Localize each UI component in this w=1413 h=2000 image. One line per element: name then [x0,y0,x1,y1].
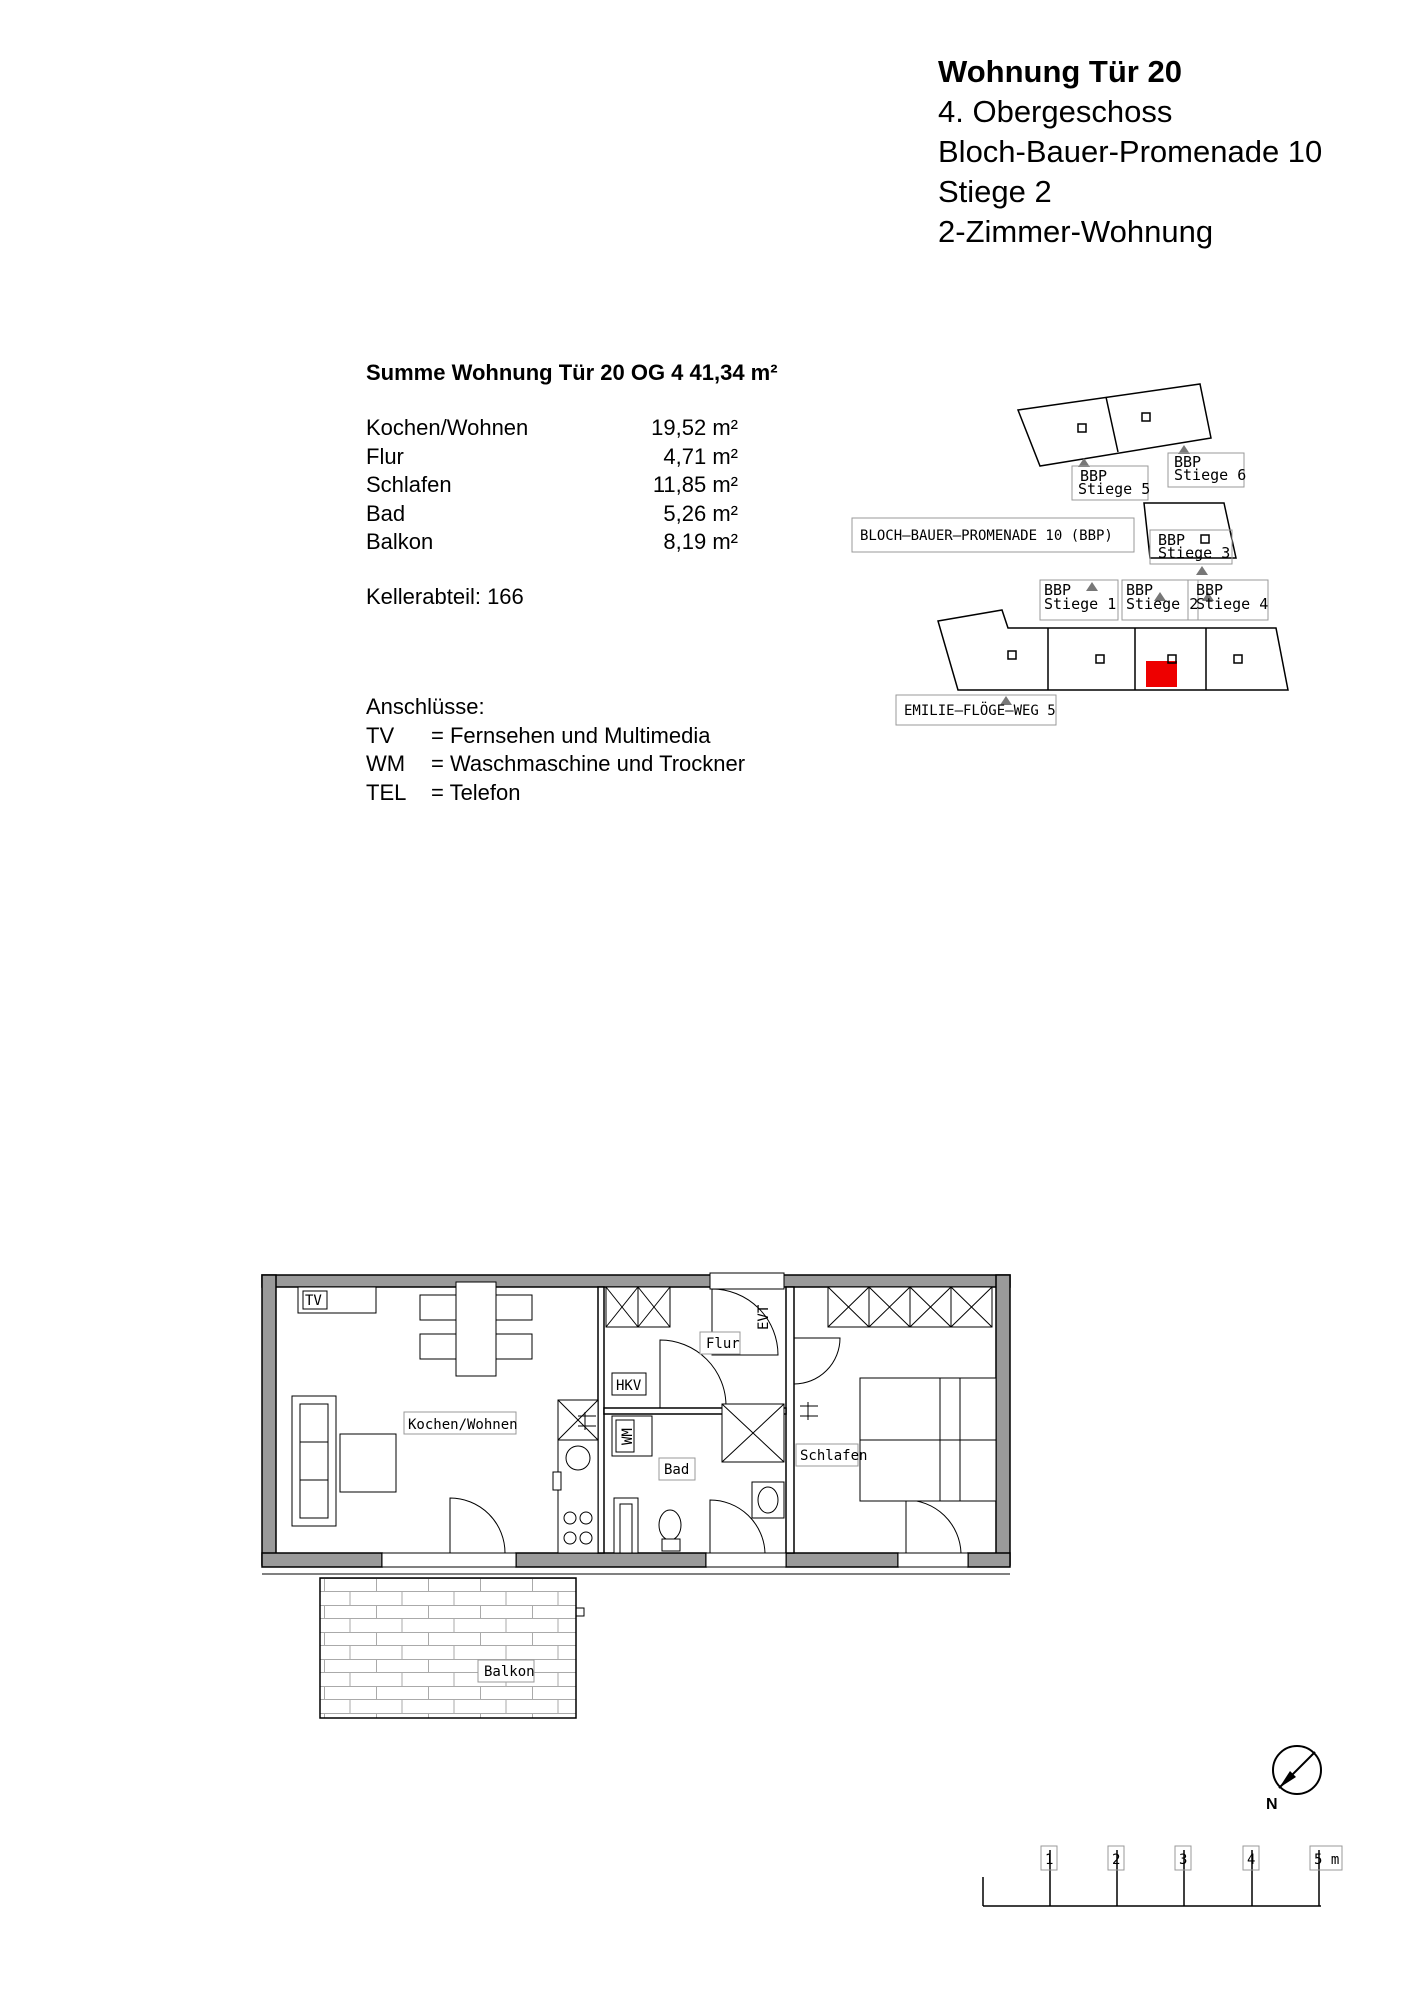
legend-key: WM [366,751,406,776]
site-prefix: BBP [1080,467,1108,485]
legend-desc: = Fernsehen und Multimedia [431,722,711,748]
area-summary-title: Summe Wohnung Tür 20 OG 4 41,34 m² [366,360,778,385]
scale-mark: 4 [1247,1852,1256,1868]
room-bad: Bad [664,1462,690,1478]
room-area: 8,19 m² [663,529,738,554]
building-lower [938,610,1288,690]
site-prefix: BBP [1196,581,1224,599]
stair-marker [1008,651,1016,659]
balcony [320,1578,576,1718]
staircase-label: Stiege 2 [938,174,1052,209]
legend-key: TV [366,722,395,748]
north-arrow [1266,1746,1321,1813]
stair-marker [1234,655,1242,663]
wm-label: WM [620,1428,636,1445]
address-label: Bloch-Bauer-Promenade 10 [938,134,1323,169]
room-flur: Flur [706,1336,740,1352]
wall-south [262,1553,382,1567]
site-stair-5: Stiege 5 [1078,480,1151,498]
tv-label: TV [305,1293,322,1309]
room-kochen: Kochen/Wohnen [408,1417,518,1433]
wall-west [262,1275,276,1565]
cellar-label: Kellerabteil: 166 [366,584,524,609]
site-stair-1: Stiege 1 [1044,595,1117,613]
room-name: Bad [366,500,406,526]
room-area: 4,71 m² [663,443,738,469]
stair-marker [1096,655,1104,663]
room-name: Kochen/Wohnen [366,415,529,440]
stair-marker [1078,424,1086,432]
site-prefix: BBP [1126,581,1154,599]
scale-mark: 2 [1112,1852,1121,1868]
site-stair-6: Stiege 6 [1174,466,1247,484]
site-stair-3: Stiege 3 [1158,544,1231,562]
site-stair-4: Stiege 4 [1196,595,1269,613]
room-area: 11,85 m² [652,472,738,497]
floor-plan [262,1273,1010,1718]
street-bbp: BLOCH–BAUER–PROMENADE 10 (BBP) [860,528,1113,544]
legend-key: TEL [366,779,407,805]
room-schlafen: Schlafen [800,1448,868,1464]
connections-title: Anschlüsse: [366,694,485,719]
site-prefix: BBP [1158,531,1186,549]
evt-label: EVT [756,1304,772,1330]
room-name: Schlafen [366,472,452,497]
room-name: Balkon [366,529,434,554]
legend-desc: = Telefon [431,779,521,805]
room-area: 5,26 m² [663,500,738,526]
floor-label: 4. Obergeschoss [938,94,1173,129]
north-label: N [1266,1796,1278,1813]
legend-desc: = Waschmaschine und Trockner [431,751,746,776]
room-area: 19,52 m² [651,415,738,440]
scale-mark: 1 [1045,1852,1054,1868]
site-plan-labels [860,453,1268,719]
hkv-label: HKV [616,1378,642,1394]
apartment-highlight [1146,661,1177,687]
room-balkon: Balkon [484,1664,535,1680]
stair-marker [1201,535,1209,543]
scale-mark: 3 [1179,1852,1188,1868]
room-name: Flur [366,443,404,469]
apartment-type: 2-Zimmer-Wohnung [938,214,1214,249]
site-prefix: BBP [1174,453,1202,471]
street-emilie: EMILIE–FLÖGE–WEG 5 [904,703,1056,719]
scale-bar [983,1846,1342,1906]
scale-mark: 5 m [1314,1852,1340,1868]
stair-marker [1142,413,1150,421]
site-prefix: BBP [1044,581,1072,599]
wall-east [996,1275,1010,1565]
site-stair-2: Stiege 2 [1126,595,1199,613]
wall-north [262,1275,1010,1287]
apartment-title: Wohnung Tür 20 [938,54,1182,89]
